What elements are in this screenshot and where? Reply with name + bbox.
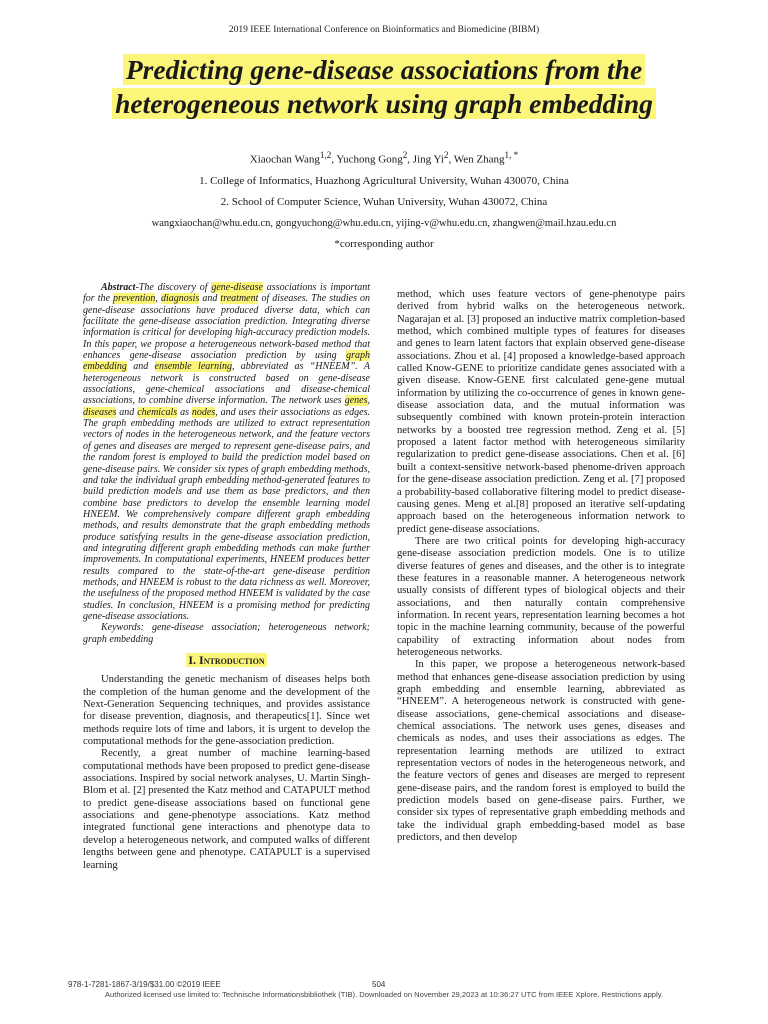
title-line-1: Predicting gene-disease associations from the bbox=[123, 54, 645, 85]
page-number: 504 bbox=[372, 980, 386, 989]
corresponding-note: *corresponding author bbox=[334, 237, 434, 250]
left-column bbox=[83, 282, 370, 872]
author-block bbox=[0, 145, 768, 255]
intro-paragraph-2: Recently, a great number of machine learning-based computational methods have been proposed to predict gene-disease associations. Inspired by social network analyses, U. Martin Singh-Blom et al. [2] presented the Katz method and CATAPULT method to predict gene-disease associations based on functional gene associations and gene-phenotype associations. Katz method integrated functional gene interactions and phenotype data to develop a heterogeneous network, and computed walks of different lengths between gene and phenotype. CATAPULT is a supervised learning bbox=[83, 748, 370, 871]
title-line-2: heterogeneous network using graph embedding bbox=[112, 88, 656, 119]
right-paragraph-3: In this paper, we propose a heterogeneous network-based method that enhances gene-disease association prediction by using graph embedding and ensemble learning, abbreviated as “HNEEM”. A heterogeneous network is constructed with gene-disease associations, gene-chemical associations and disease-chemical associations. The network uses genes, diseases and chemicals as nodes, and uses their associations as edges. The representation learning methods are utilized to extract representation vectors of nodes in the heterogeneous network, and the feature vectors of genes and diseases are merged to represent gene-disease pairs, and the random forest is employed to build the prediction models based on gene-disease pairs. Further, we consider six types of representative graph embedding methods and take the individual graph embedding-based model as base predictors, and then develop bbox=[397, 659, 685, 844]
footer-isbn: 978-1-7281-1867-3/19/$31.00 ©2019 IEEE bbox=[68, 980, 221, 989]
right-column bbox=[397, 289, 685, 844]
section-heading-introduction: I. Introduction bbox=[188, 653, 265, 667]
paper-title bbox=[40, 53, 728, 121]
author-names: Xiaochan Wang$^{1,2}$, Yuchong Gong$^2$, Jing Yi$^2$, Wen Zhang$^{1, *}$ bbox=[249, 150, 519, 166]
conference-header: 2019 IEEE International Conference on Bioinformatics and Biomedicine (BIBM) bbox=[228, 25, 540, 35]
abstract: Abstract-The discovery of gene-disease associations is important for the prevention, diagnosis and treatment of diseases. The studies on gene-disease associations have produced diverse data, which can facilitate the gene-disease association prediction. Integrating diverse information is critical for developing high-accuracy prediction models. In this paper, we propose a heterogeneous network-based method that enhances gene-disease association prediction by using graph embedding and ensemble learning, abbreviated as “HNEEM”. A heterogeneous network is constructed based on gene-disease associations, gene-chemical associations and disease-chemical associations, to combine diverse information. The network uses genes, diseases and chemicals as nodes, and uses their associations as edges. The graph embedding methods are utilized to extract representation vectors of nodes in the heterogeneous network, and the feature vectors of genes and diseases are merged to represent gene-disease pairs, and the random forest is employed to build the prediction model based on gene-disease pairs. We consider six types of graph embedding methods, and take the individual graph embedding method-generated features to build prediction models and use them as base predictors, and then combine base predictors to develop the ensemble learning model HNEEM. We comprehensively compare different graph embedding methods, and results demonstrate that the graph embedding methods produce satisfying results in the gene-disease association prediction, and integrating different graph embedding methods can make further improvements. In computational experiments, HNEEM produces better results compared to the state-of-the-art gene-disease perdition methods, and HNEEM is robust to the data richness as well. Moreover, the usefulness of the proposed method HNEEM is validated by the case studies. In conclusion, HNEEM is a promising method for predicting gene-disease associations. bbox=[83, 282, 371, 622]
license-notice: Authorized licensed use limited to: Technische Informationsbibliothek (TIB). Downloaded on November 29,2023 at 10:36:27 UTC from IEEE Xplore. Restrictions apply. bbox=[104, 990, 664, 999]
keywords: Keywords: gene-disease association; heterogeneous network; graph embedding bbox=[83, 622, 370, 645]
affiliation-2: 2. School of Computer Science, Wuhan University, Wuhan 430072, China bbox=[220, 195, 548, 208]
affiliation-1: 1. College of Informatics, Huazhong Agricultural University, Wuhan 430070, China bbox=[199, 174, 569, 187]
right-paragraph-1: method, which uses feature vectors of gene-phenotype pairs derived from hybrid walks on the heterogeneous network. Nagarajan et al. [3] proposed an inductive matrix completion-based method, which combined multiple types of features for diseases and genes to learn latent factors that explain observed gene-disease associations. Zhou et al. [4] proposed a knowledge-based approach called Know-GENE to prioritize candidate genes associated with a given disease. Know-GENE first calculated gene-gene mutual information by utilizing the co-occurrence of genes in known gene-disease association data, and the mutual information was subsequently combined with known protein-protein interaction networks by a boosted tree regression method. Zeng et al. [5] proposed a latent factor method with heterogeneous similarity regularization to predict gene-disease associations. Chen et al. [6] built a context-sensitive network-based phenome-driven approach for the gene-disease association prediction. Zeng et al. [7] proposed a probability-based collaborative filtering model to predict disease-causing genes. Meng et al.[8] proposed an iterative self-updating approach based on the heterogeneous information network to predict gene-disease associations. bbox=[397, 289, 685, 535]
intro-paragraph-1: Understanding the genetic mechanism of diseases helps both the completion of the human genome and the development of the Next-Generation Sequencing techniques, and provides assistance for disease prevention, diagnosis, and therapeutics[1]. Since wet methods require lots of time and labors, it is urgent to develop the computational methods for the gene-association prediction. bbox=[83, 674, 370, 748]
author-emails: wangxiaochan@whu.edu.cn, gongyuchong@whu.edu.cn, yijing-v@whu.edu.cn, zhangwen@mail.hzau.edu.cn bbox=[151, 217, 617, 229]
right-paragraph-2: There are two critical points for developing high-accuracy gene-disease association prediction models. One is to utilize diverse features of genes and diseases, and the other is to integrate these features in a reasonable manner. A heterogeneous network usually consists of different types of biological objects and their associations, and then naturally contain comprehensive information. In recent years, representation learning becomes a hot topic in the machine learning community, because of the powerful capability of extracting information about nodes from heterogeneous networks. bbox=[397, 535, 685, 658]
